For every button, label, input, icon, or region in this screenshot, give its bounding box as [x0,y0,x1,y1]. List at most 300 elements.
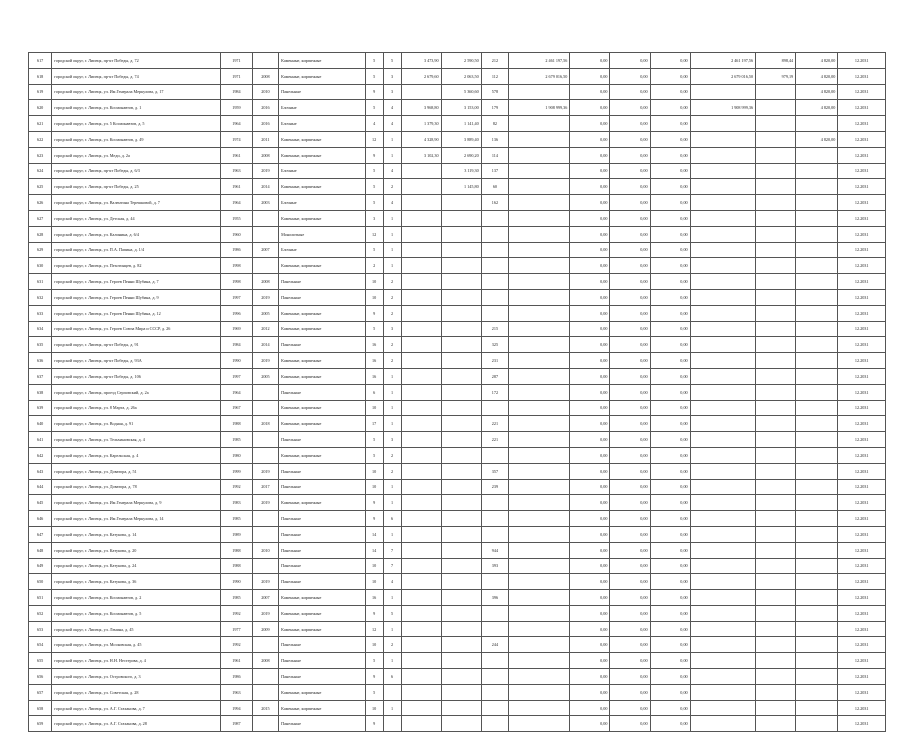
table-cell: 9 [365,511,383,527]
table-cell: 0,00 [610,68,650,84]
table-cell: городской округ, г. Липецк, ул. Детская, д. 44 [52,210,221,226]
table-cell [401,337,441,353]
table-cell: 1984 [221,337,253,353]
table-cell [401,289,441,305]
table-cell: 2 [383,179,401,195]
table-cell: 4 820,00 [796,100,838,116]
table-cell: 0,00 [610,590,650,606]
table-cell: 5 [383,605,401,621]
table-cell: Каменные, кирпичные [279,605,366,621]
table-cell: 12.2031 [838,463,886,479]
table-cell: 650 [29,574,52,590]
table-cell: 1 [383,147,401,163]
table-row [29,353,886,369]
table-cell [690,84,755,100]
table-cell: 0,00 [650,131,690,147]
table-cell: 5 360,60 [441,84,481,100]
table-cell [481,226,508,242]
table-cell [441,605,481,621]
table-cell: 2019 [252,289,278,305]
table-cell: Панельные [279,526,366,542]
table-cell [796,195,838,211]
table-cell [796,147,838,163]
table-cell: Панельные [279,637,366,653]
housing-register-table [28,52,886,732]
table-cell: 12 [365,621,383,637]
table-cell: 1 [383,226,401,242]
table-cell [401,305,441,321]
table-cell [509,574,570,590]
table-cell [756,526,796,542]
table-cell: 0,00 [650,242,690,258]
table-cell: 0,00 [570,637,610,653]
table-cell: 1 908 999,36 [509,100,570,116]
table-cell: 0,00 [570,226,610,242]
table-cell: 2019 [252,574,278,590]
table-cell: 0,00 [650,258,690,274]
table-cell: городской округ, г. Липецк, ул. Катукова, д. 14 [52,526,221,542]
table-cell: 0,00 [570,574,610,590]
table-cell [796,605,838,621]
table-cell [756,669,796,685]
table-cell [756,195,796,211]
table-cell: 0,00 [650,400,690,416]
table-cell [509,637,570,653]
table-cell: 10 [365,289,383,305]
table-cell: 1986 [221,669,253,685]
table-cell: 0,00 [610,558,650,574]
table-cell [690,400,755,416]
table-cell [509,590,570,606]
table-cell [441,321,481,337]
table-cell: 5 [365,195,383,211]
table-cell: Каменные, кирпичные [279,590,366,606]
table-cell: 652 [29,605,52,621]
table-cell [690,416,755,432]
table-cell: 0,00 [610,289,650,305]
table-cell [441,511,481,527]
table-cell [796,416,838,432]
table-cell [509,384,570,400]
table-cell [401,463,441,479]
table-cell: 221 [481,416,508,432]
table-cell: 2008 [252,68,278,84]
table-cell [690,368,755,384]
table-cell: городской округ, г. Липецк, проезд Серповский, д. 2а [52,384,221,400]
table-cell: 12.2031 [838,163,886,179]
table-cell: 10 [365,274,383,290]
table-cell: 12.2031 [838,590,886,606]
table-cell: 0,00 [570,621,610,637]
table-cell: городской округ, г. Липецк, ул. Героев Союза Мира и СССР, д. 26 [52,321,221,337]
table-cell [481,605,508,621]
table-cell [252,526,278,542]
table-cell: 639 [29,400,52,416]
table-cell: 0,00 [570,542,610,558]
table-cell: 1999 [221,463,253,479]
table-cell: городской округ, г. Липецк, ул. 5 Космонавтов, д. 5 [52,116,221,132]
table-cell: 0,00 [610,400,650,416]
table-cell: 2005 [252,305,278,321]
table-cell: 12.2031 [838,432,886,448]
table-cell: Панельные [279,384,366,400]
table-row [29,432,886,448]
table-cell [690,700,755,716]
table-cell: 12.2031 [838,447,886,463]
table-cell: 2019 [252,463,278,479]
table-cell: 0,00 [650,147,690,163]
table-cell: 1977 [221,621,253,637]
table-cell [252,637,278,653]
table-cell [401,511,441,527]
table-cell: 1990 [221,353,253,369]
table-cell: 642 [29,447,52,463]
table-cell: 1997 [221,289,253,305]
table-cell: Каменные, кирпичные [279,621,366,637]
table-cell [401,274,441,290]
table-cell [796,337,838,353]
table-cell: 1988 [221,416,253,432]
table-cell [796,116,838,132]
table-cell: 4 820,00 [796,53,838,69]
table-cell [401,242,441,258]
table-cell: городской округ, г. Липецк, ул. Космонавтов, д. 5 [52,605,221,621]
table-cell: 0,00 [650,368,690,384]
table-cell [690,479,755,495]
table-cell: 12.2031 [838,353,886,369]
table-cell: городской округ, г. Липецк, ул. Московская, д. 45 [52,637,221,653]
table-row [29,210,886,226]
table-row [29,542,886,558]
table-cell [690,574,755,590]
table-cell: 12.2031 [838,68,886,84]
table-cell [509,321,570,337]
table-cell: Панельные [279,653,366,669]
table-cell: 0,00 [570,353,610,369]
table-cell [756,163,796,179]
table-cell: 2009 [252,621,278,637]
table-cell: 0,00 [650,605,690,621]
table-cell [796,400,838,416]
table-cell: 1 [383,258,401,274]
table-cell: 625 [29,179,52,195]
table-cell: 12.2031 [838,53,886,69]
table-cell: 10 [365,558,383,574]
table-cell [690,195,755,211]
table-cell: 0,00 [570,368,610,384]
table-cell [509,605,570,621]
table-cell: 2005 [252,368,278,384]
table-cell: 1989 [221,526,253,542]
table-cell: 1988 [221,558,253,574]
table-cell [509,700,570,716]
table-cell [252,258,278,274]
table-cell: 0,00 [610,100,650,116]
table-cell: 12.2031 [838,242,886,258]
table-cell: 5 [383,53,401,69]
table-cell [441,700,481,716]
table-cell [796,384,838,400]
table-cell [690,590,755,606]
table-cell: 1 [383,368,401,384]
table-cell: 1 [383,242,401,258]
table-cell: 0,00 [650,353,690,369]
table-cell: 0,00 [610,210,650,226]
table-cell [401,195,441,211]
table-cell: 1 [383,526,401,542]
table-cell [690,621,755,637]
table-row [29,574,886,590]
table-cell: 10 [365,463,383,479]
table-cell: 2 461 197,56 [690,53,755,69]
table-cell [441,195,481,211]
table-cell [690,321,755,337]
table-cell: 4 [383,574,401,590]
table-cell: 1980 [221,447,253,463]
table-cell: Каменные, кирпичные [279,68,366,84]
table-cell: 0,00 [650,432,690,448]
table-cell: 82 [481,116,508,132]
table-cell: 0,00 [650,479,690,495]
table-cell: 0,00 [610,416,650,432]
table-cell: 1964 [221,116,253,132]
table-cell [441,716,481,732]
table-cell: 1967 [221,400,253,416]
table-cell: городской округ, г. Липецк, ул. Калинина, д. 6/4 [52,226,221,242]
table-cell: городской округ, г. Липецк, ул. Героев Пенни Шубина, д. 12 [52,305,221,321]
table-cell: 1 [383,131,401,147]
table-cell [441,210,481,226]
table-cell [756,558,796,574]
table-cell: 0,00 [650,274,690,290]
table-cell: 635 [29,337,52,353]
table-cell: 641 [29,432,52,448]
table-cell: 2 [383,289,401,305]
table-cell [796,289,838,305]
table-cell [441,653,481,669]
table-cell: 16 [365,337,383,353]
table-cell [756,511,796,527]
table-cell [756,100,796,116]
table-cell: городской округ, г. Липецк, ул. Им.Генерала Меркулова, д. 17 [52,84,221,100]
table-cell: 0,00 [610,53,650,69]
table-cell: 1971 [221,68,253,84]
table-cell: городской округ, г. Липецк, пр-кт Победы, д. 25 [52,179,221,195]
table-cell: 0,00 [570,605,610,621]
table-cell: 0,00 [610,131,650,147]
table-cell [690,226,755,242]
table-cell [252,716,278,732]
table-cell [252,400,278,416]
table-cell [441,447,481,463]
table-cell: 12.2031 [838,526,886,542]
table-cell: 14 [365,542,383,558]
table-cell [690,147,755,163]
table-cell [756,116,796,132]
table-cell [481,289,508,305]
table-cell: 12.2031 [838,653,886,669]
table-cell: 14 [365,526,383,542]
table-row [29,400,886,416]
table-cell: 621 [29,116,52,132]
table-cell: Панельные [279,511,366,527]
table-cell: городской округ, г. Липецк, пр-кт Победы, д. 106 [52,368,221,384]
table-cell: 9 [365,669,383,685]
table-cell: 1963 [221,163,253,179]
table-cell: 3 889,40 [441,131,481,147]
table-cell [509,84,570,100]
table-cell [509,258,570,274]
table-cell: 12.2031 [838,700,886,716]
table-cell [441,479,481,495]
table-cell: 0,00 [610,463,650,479]
table-cell [796,621,838,637]
table-row [29,226,886,242]
table-cell: 0,00 [610,384,650,400]
table-cell [796,574,838,590]
table-cell [481,684,508,700]
table-cell [756,700,796,716]
table-cell: 627 [29,210,52,226]
table-cell: Каменные, кирпичные [279,353,366,369]
table-cell: 617 [29,53,52,69]
table-cell: городской округ, г. Липецк, пр-кт Победы, д. 72 [52,53,221,69]
table-cell: 0,00 [610,700,650,716]
table-cell [509,179,570,195]
table-cell: 1 141,40 [441,116,481,132]
table-cell: Блочные [279,116,366,132]
table-cell: 172 [481,384,508,400]
table-cell: 1988 [221,542,253,558]
table-cell: 2 679 016,50 [690,68,755,84]
table-cell: 0,00 [570,289,610,305]
table-cell: 4 820,00 [796,84,838,100]
table-cell [509,305,570,321]
table-cell: 12.2031 [838,210,886,226]
table-cell: 12.2031 [838,511,886,527]
table-cell: 644 [29,479,52,495]
table-cell [441,463,481,479]
table-cell: 0,00 [650,558,690,574]
table-cell: 4 [365,116,383,132]
table-cell: 7 [383,558,401,574]
table-cell [401,495,441,511]
table-cell [690,432,755,448]
table-cell: 0,00 [610,447,650,463]
table-cell: 1992 [221,637,253,653]
table-cell: 3 [383,432,401,448]
table-cell: 1983 [221,495,253,511]
table-cell [401,558,441,574]
table-cell: Панельные [279,84,366,100]
table-cell [756,226,796,242]
table-cell [401,432,441,448]
table-cell: городской округ, г. Липецк, ул. Доватора, д. 51 [52,463,221,479]
table-cell: 12.2031 [838,605,886,621]
table-cell [401,384,441,400]
table-cell [796,163,838,179]
table-cell: Панельные [279,542,366,558]
table-cell: городской округ, г. Липецк, пр-кт Победы, д. 91 [52,337,221,353]
table-cell: 2016 [252,116,278,132]
table-cell: 0,00 [610,574,650,590]
table-cell: 0,00 [650,590,690,606]
table-cell: 0,00 [610,637,650,653]
table-cell [481,621,508,637]
table-cell: 12.2031 [838,116,886,132]
table-cell [690,289,755,305]
table-cell: 0,00 [610,179,650,195]
table-cell: 0,00 [650,447,690,463]
table-cell: 1998 [221,258,253,274]
table-cell [756,542,796,558]
table-cell: 5 [365,179,383,195]
table-cell: 0,00 [570,274,610,290]
table-cell [756,210,796,226]
table-cell: городской округ, г. Липецк, ул. Им.Генерала Меркулова, д. 14 [52,511,221,527]
table-cell: 12.2031 [838,147,886,163]
table-cell [796,669,838,685]
table-cell: 12.2031 [838,131,886,147]
table-cell: 0,00 [650,337,690,353]
table-cell [401,368,441,384]
table-cell [796,447,838,463]
table-cell: 0,00 [650,305,690,321]
table-row [29,669,886,685]
table-cell [401,621,441,637]
table-cell: 2 461 197,56 [509,53,570,69]
table-cell: Блочные [279,100,366,116]
table-cell [252,669,278,685]
table-cell: Каменные, кирпичные [279,447,366,463]
table-cell: 1969 [221,321,253,337]
table-cell: 622 [29,131,52,147]
table-cell [252,447,278,463]
table-cell: 0,00 [570,163,610,179]
table-cell [756,574,796,590]
table-row [29,590,886,606]
table-cell: 5 [365,163,383,179]
table-cell: 0,00 [650,700,690,716]
table-cell: 640 [29,416,52,432]
table-cell [796,432,838,448]
table-cell [252,384,278,400]
table-cell [481,653,508,669]
table-cell: 944 [481,542,508,558]
table-cell: 0,00 [650,684,690,700]
table-cell: 10 [365,400,383,416]
table-cell: 0,00 [570,100,610,116]
table-cell [509,242,570,258]
table-cell: 162 [481,195,508,211]
table-cell: 0,00 [650,321,690,337]
table-cell: Каменные, кирпичные [279,321,366,337]
table-cell: городской округ, г. Липецк, ул. П.А. Папина, д. 1/4 [52,242,221,258]
table-cell: 215 [481,321,508,337]
table-cell [441,526,481,542]
table-cell [796,590,838,606]
table-cell: 0,00 [610,116,650,132]
table-cell [441,400,481,416]
table-cell [756,416,796,432]
table-cell: 12.2031 [838,289,886,305]
table-cell [756,368,796,384]
table-cell: Каменные, кирпичные [279,305,366,321]
table-cell [690,337,755,353]
table-cell [401,226,441,242]
table-row [29,463,886,479]
table-cell: 633 [29,305,52,321]
